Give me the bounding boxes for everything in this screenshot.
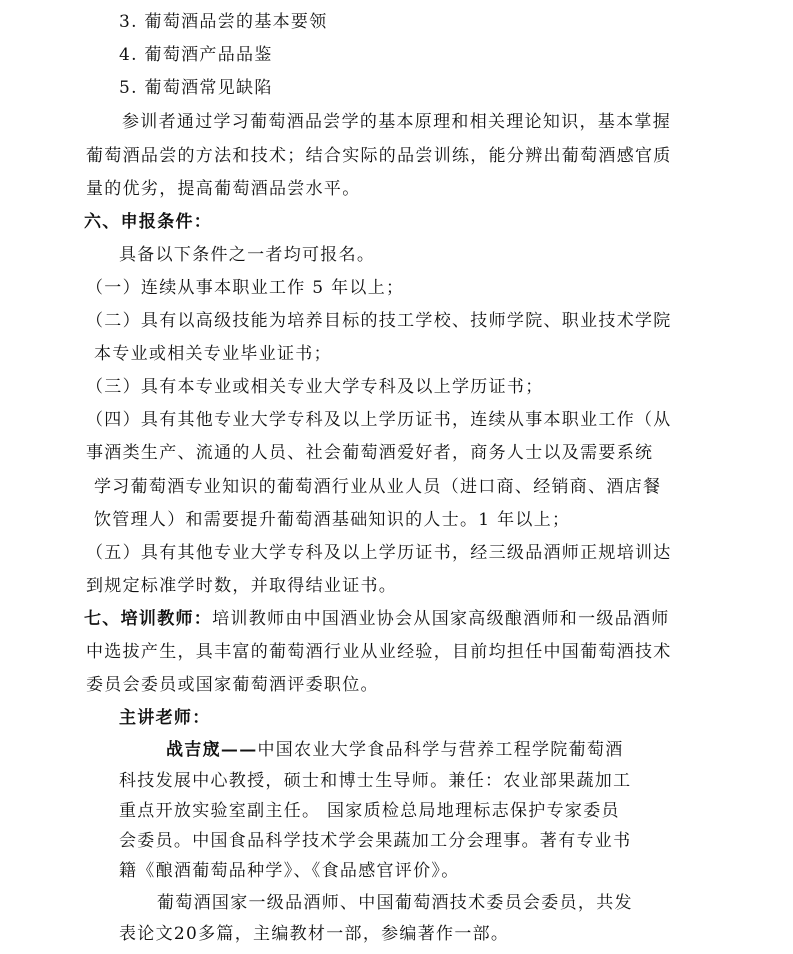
- closing-line: 葡萄酒国家一级品酒师、中国葡萄酒技术委员会委员，共发: [157, 893, 633, 913]
- section-intro: 具备以下条件之一者均可报名。: [119, 245, 376, 265]
- condition-4-line: 学习葡萄酒专业知识的葡萄酒行业从业人员（进口商、经销商、酒店餐: [94, 477, 662, 497]
- lecturer-bio-line: 会委员。中国食品科学技术学会果蔬加工分会理事。著有专业书: [119, 831, 632, 851]
- closing-line: 表论文20多篇，主编教材一部，参编著作一部。: [119, 924, 510, 944]
- lecturer-bio-line: 籍《酿酒葡萄品种学》、《食品感官评价》。: [119, 861, 460, 881]
- paragraph-line: 量的优劣，提高葡萄酒品尝水平。: [86, 179, 361, 199]
- section-heading-7: 七、培训教师：: [84, 609, 213, 629]
- lecturer-name: 战吉宬——: [166, 740, 258, 760]
- section-7-line: 中选拔产生，具丰富的葡萄酒行业从业经验，目前均担任中国葡萄酒技术: [86, 642, 672, 662]
- section-7-first-line: [84, 608, 670, 630]
- condition-5-line: 到规定标准学时数，并取得结业证书。: [86, 576, 398, 596]
- lecturer-bio-text: 中国农业大学食品科学与营养工程学院葡萄酒: [257, 740, 624, 760]
- lecturers-label: 主讲老师：: [119, 708, 211, 728]
- lecturer-bio-line: 重点开放实验室副主任。 国家质检总局地理标志保护专家委员: [119, 801, 620, 821]
- lecturer-bio-line: 科技发展中心教授，硕士和博士生导师。兼任：农业部果蔬加工: [119, 771, 632, 791]
- condition-4-line: （四）具有其他专业大学专科及以上学历证书，连续从事本职业工作（从: [86, 410, 672, 430]
- lecturer-first-line: [166, 739, 624, 761]
- list-item: 4. 葡萄酒产品品鉴: [119, 45, 273, 65]
- list-item: 5. 葡萄酒常见缺陷: [119, 78, 273, 98]
- condition-3: （三）具有本专业或相关专业大学专科及以上学历证书；: [86, 377, 544, 397]
- paragraph-line: 参训者通过学习葡萄酒品尝学的基本原理和相关理论知识，基本掌握: [122, 112, 671, 132]
- section-7-text: 培训教师由中国酒业协会从国家高级酿酒师和一级品酒师: [212, 609, 670, 629]
- condition-4-line: 事酒类生产、流通的人员、社会葡萄酒爱好者，商务人士以及需要系统: [86, 443, 654, 463]
- condition-5-line: （五）具有其他专业大学专科及以上学历证书，经三级品酒师正规培训达: [86, 543, 672, 563]
- section-heading-6: 六、申报条件：: [84, 212, 213, 232]
- condition-2-line: 本专业或相关专业毕业证书；: [94, 344, 332, 364]
- condition-2-line: （二）具有以高级技能为培养目标的技工学校、技师学院、职业技术学院: [86, 311, 672, 331]
- condition-1: （一）连续从事本职业工作 5 年以上；: [86, 278, 405, 298]
- condition-4-line: 饮管理人）和需要提升葡萄酒基础知识的人士。1 年以上；: [94, 510, 571, 530]
- list-item: 3. 葡萄酒品尝的基本要领: [119, 12, 328, 32]
- paragraph-line: 葡萄酒品尝的方法和技术；结合实际的品尝训练，能分辨出葡萄酒感官质: [86, 146, 672, 166]
- section-7-line: 委员会委员或国家葡萄酒评委职位。: [86, 675, 379, 695]
